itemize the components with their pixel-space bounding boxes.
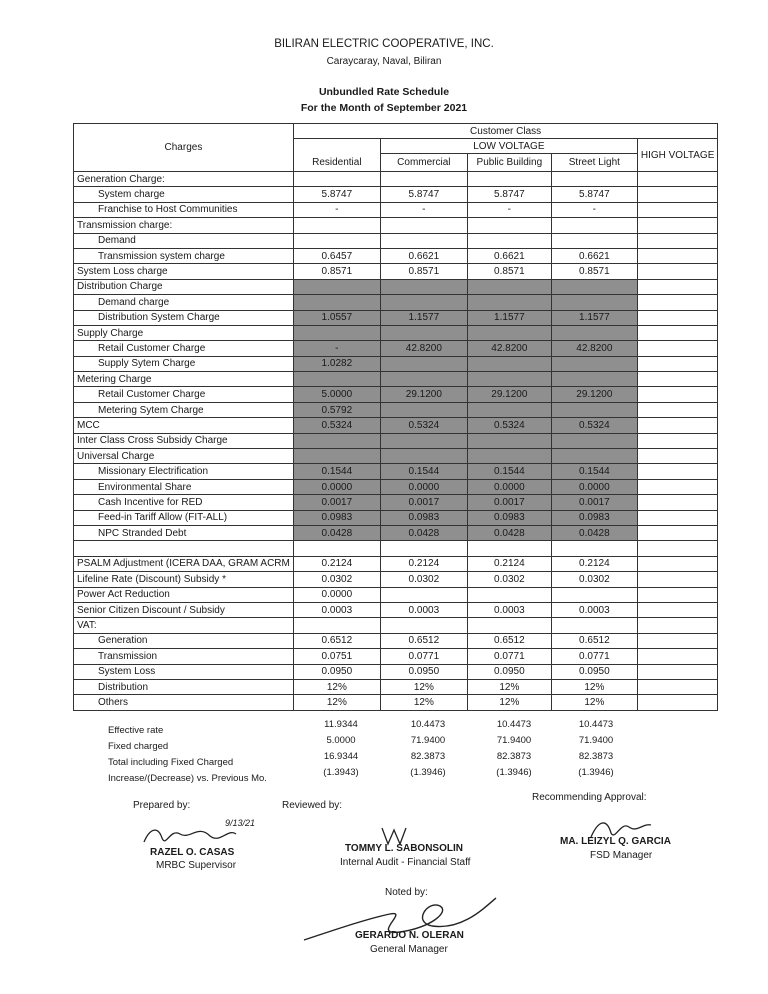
high-voltage-cell	[637, 202, 718, 217]
high-voltage-cell	[637, 556, 718, 571]
column-header-public-building: Public Building	[467, 154, 551, 172]
rate-value: 0.0003	[380, 602, 467, 617]
high-voltage-cell	[637, 372, 718, 387]
rate-value: 1.1577	[551, 310, 637, 325]
rate-value: 42.8200	[467, 341, 551, 356]
rate-value	[293, 541, 380, 556]
high-voltage-cell	[637, 495, 718, 510]
rate-value: 0.0000	[293, 587, 380, 602]
rate-value: -	[293, 341, 380, 356]
high-voltage-cell	[637, 325, 718, 340]
rate-value: 0.0000	[380, 479, 467, 494]
rate-value	[551, 372, 637, 387]
reviewed-by-label: Reviewed by:	[282, 800, 343, 811]
high-voltage-cell	[637, 633, 718, 648]
table-row	[74, 464, 718, 479]
charge-label: System Loss charge	[74, 264, 294, 279]
table-row	[74, 695, 718, 710]
rate-value	[551, 356, 637, 371]
rate-value: 12%	[551, 679, 637, 694]
charge-label: Feed-in Tariff Allow (FIT-ALL)	[74, 510, 294, 525]
charge-label: Generation	[74, 633, 294, 648]
rate-value: 0.0983	[467, 510, 551, 525]
rate-value: 29.1200	[551, 387, 637, 402]
high-voltage-cell	[637, 479, 718, 494]
high-voltage-cell	[637, 602, 718, 617]
rate-value: -	[467, 202, 551, 217]
rate-value	[551, 295, 637, 310]
customer-class-header: Customer Class	[293, 124, 718, 139]
rate-value: 0.0428	[380, 525, 467, 540]
rate-value	[467, 172, 551, 187]
rate-value: 0.0003	[467, 602, 551, 617]
table-row	[74, 279, 718, 294]
rate-value: 0.8571	[293, 264, 380, 279]
charge-label: Transmission charge:	[74, 218, 294, 233]
charge-label: Power Act Reduction	[74, 587, 294, 602]
rate-value: 12%	[467, 695, 551, 710]
table-row	[74, 341, 718, 356]
rate-value	[380, 541, 467, 556]
rate-value: 0.2124	[467, 556, 551, 571]
rate-value	[467, 356, 551, 371]
low-voltage-header: LOW VOLTAGE	[380, 139, 637, 154]
table-row	[74, 679, 718, 694]
high-voltage-cell	[637, 664, 718, 679]
charge-label: Distribution	[74, 679, 294, 694]
prepared-date: 9/13/21	[225, 818, 256, 828]
table-row	[74, 202, 718, 217]
rate-value	[380, 218, 467, 233]
rate-value: 0.0017	[293, 495, 380, 510]
rate-value: 12%	[380, 679, 467, 694]
rate-value: 0.5324	[380, 418, 467, 433]
rate-value: -	[293, 202, 380, 217]
rate-value: 0.0302	[293, 572, 380, 587]
high-voltage-cell	[637, 279, 718, 294]
charge-label: Supply Sytem Charge	[74, 356, 294, 371]
rate-value: 29.1200	[380, 387, 467, 402]
blank-header-cell	[293, 139, 380, 154]
rate-value: 42.8200	[551, 341, 637, 356]
rate-value: 5.8747	[467, 187, 551, 202]
noted-title: General Manager	[370, 944, 448, 955]
column-header-street-light: Street Light	[551, 154, 637, 172]
high-voltage-cell	[637, 618, 718, 633]
high-voltage-cell	[637, 679, 718, 694]
high-voltage-cell	[637, 187, 718, 202]
rate-value: 0.0017	[467, 495, 551, 510]
rate-value	[467, 449, 551, 464]
charge-label: Distribution System Charge	[74, 310, 294, 325]
rate-value: 5.0000	[293, 387, 380, 402]
rate-value: 0.6621	[467, 248, 551, 263]
summary-label: Fixed charged	[108, 741, 169, 752]
table-row	[74, 556, 718, 571]
table-row	[74, 602, 718, 617]
rate-value: 0.0000	[467, 479, 551, 494]
rate-value	[467, 233, 551, 248]
rate-value	[380, 325, 467, 340]
charge-label: Lifeline Rate (Discount) Subsidy *	[74, 572, 294, 587]
rate-value: 0.0771	[467, 649, 551, 664]
rate-value: 0.0950	[380, 664, 467, 679]
charge-label: Inter Class Cross Subsidy Charge	[74, 433, 294, 448]
table-row	[74, 325, 718, 340]
charge-label: Environmental Share	[74, 479, 294, 494]
summary-value: (1.3946)	[496, 767, 532, 778]
charge-label: System Loss	[74, 664, 294, 679]
table-row	[74, 449, 718, 464]
charge-label: Missionary Electrification	[74, 464, 294, 479]
table-row	[74, 495, 718, 510]
rate-value: -	[380, 202, 467, 217]
table-row	[74, 633, 718, 648]
summary-label: Total including Fixed Charged	[108, 757, 234, 768]
rate-value	[293, 618, 380, 633]
rate-value: 0.0751	[293, 649, 380, 664]
high-voltage-cell	[637, 587, 718, 602]
table-row	[74, 218, 718, 233]
summary-value: 82.3873	[410, 751, 446, 762]
rate-value: 0.6512	[380, 633, 467, 648]
high-voltage-cell	[637, 464, 718, 479]
table-row	[74, 433, 718, 448]
charge-label: Demand charge	[74, 295, 294, 310]
high-voltage-cell	[637, 525, 718, 540]
rate-value: 0.0983	[551, 510, 637, 525]
recommending-title: FSD Manager	[590, 850, 653, 861]
rate-value	[380, 279, 467, 294]
rate-value: 0.1544	[380, 464, 467, 479]
charge-label: Distribution Charge	[74, 279, 294, 294]
high-voltage-cell	[637, 510, 718, 525]
column-header-residential: Residential	[293, 154, 380, 172]
rate-value	[467, 372, 551, 387]
charge-label: VAT:	[74, 618, 294, 633]
high-voltage-cell	[637, 341, 718, 356]
high-voltage-header: HIGH VOLTAGE	[637, 139, 718, 172]
rate-value	[293, 372, 380, 387]
high-voltage-cell	[637, 295, 718, 310]
table-row	[74, 541, 718, 556]
charge-label: System charge	[74, 187, 294, 202]
charge-label: Metering Charge	[74, 372, 294, 387]
summary-value: (1.3946)	[578, 767, 614, 778]
document-month: For the Month of September 2021	[300, 102, 468, 114]
rate-value	[467, 433, 551, 448]
charge-label: Metering Sytem Charge	[74, 402, 294, 417]
rate-value	[467, 541, 551, 556]
table-row	[74, 233, 718, 248]
rate-value: 0.8571	[467, 264, 551, 279]
rate-value	[380, 172, 467, 187]
table-row	[74, 418, 718, 433]
rate-value: 0.0003	[551, 602, 637, 617]
charge-label: Transmission	[74, 649, 294, 664]
high-voltage-cell	[637, 248, 718, 263]
rate-value	[551, 325, 637, 340]
charge-label: Generation Charge:	[74, 172, 294, 187]
org-name: BILIRAN ELECTRIC COOPERATIVE, INC.	[274, 38, 494, 50]
charge-label: Senior Citizen Discount / Subsidy	[74, 602, 294, 617]
rate-value: 0.0302	[551, 572, 637, 587]
rate-value	[551, 449, 637, 464]
rate-value	[467, 218, 551, 233]
high-voltage-cell	[637, 541, 718, 556]
rate-value: -	[551, 202, 637, 217]
prepared-title: MRBC Supervisor	[156, 860, 237, 871]
rate-value	[551, 279, 637, 294]
rate-value	[551, 233, 637, 248]
summary-value: 11.9344	[324, 719, 358, 730]
high-voltage-cell	[637, 172, 718, 187]
rate-value: 0.0302	[380, 572, 467, 587]
table-row	[74, 587, 718, 602]
noted-by-label: Noted by:	[385, 887, 428, 898]
noted-name: GERARDO N. OLERAN	[355, 930, 464, 941]
rate-value: 0.5324	[551, 418, 637, 433]
charge-label: NPC Stranded Debt	[74, 525, 294, 540]
charge-label	[74, 541, 294, 556]
charges-header: Charges	[74, 124, 294, 172]
rate-value	[467, 325, 551, 340]
summary-value: 71.9400	[578, 735, 614, 746]
rate-value	[380, 372, 467, 387]
table-row	[74, 172, 718, 187]
summary-value: 71.9400	[410, 735, 446, 746]
rate-value: 12%	[380, 695, 467, 710]
recommending-approval-label: Recommending Approval:	[532, 792, 647, 803]
summary-label: Increase/(Decrease) vs. Previous Mo.	[108, 773, 267, 784]
rate-value	[551, 402, 637, 417]
table-row	[74, 402, 718, 417]
charge-label: Franchise to Host Communities	[74, 202, 294, 217]
rate-value: 0.8571	[551, 264, 637, 279]
rate-value	[551, 172, 637, 187]
rate-table-body	[74, 172, 718, 711]
high-voltage-cell	[637, 433, 718, 448]
rate-value: 5.8747	[551, 187, 637, 202]
rate-value: 0.0983	[380, 510, 467, 525]
table-row	[74, 372, 718, 387]
rate-value	[293, 295, 380, 310]
summary-value: 10.4473	[496, 719, 532, 730]
high-voltage-cell	[637, 310, 718, 325]
rate-value: 29.1200	[467, 387, 551, 402]
rate-value	[467, 402, 551, 417]
summary-value: 82.3873	[496, 751, 532, 762]
rate-schedule-table	[73, 123, 718, 711]
rate-value	[551, 618, 637, 633]
rate-value	[551, 218, 637, 233]
charge-label: Universal Charge	[74, 449, 294, 464]
rate-value: 0.1544	[467, 464, 551, 479]
rate-value	[380, 433, 467, 448]
rate-value: 0.1544	[551, 464, 637, 479]
charge-label: Cash Incentive for RED	[74, 495, 294, 510]
rate-value: 0.6512	[467, 633, 551, 648]
summary-value: 5.0000	[326, 735, 356, 746]
rate-value	[467, 295, 551, 310]
rate-value	[551, 433, 637, 448]
high-voltage-cell	[637, 418, 718, 433]
rate-value: 0.0000	[293, 479, 380, 494]
rate-value	[380, 402, 467, 417]
table-row	[74, 510, 718, 525]
rate-value: 0.6621	[551, 248, 637, 263]
rate-value: 0.0017	[380, 495, 467, 510]
rate-value: 42.8200	[380, 341, 467, 356]
rate-value: 0.0771	[380, 649, 467, 664]
rate-value: 0.5792	[293, 402, 380, 417]
reviewed-title: Internal Audit - Financial Staff	[340, 857, 471, 868]
rate-value	[380, 618, 467, 633]
rate-value	[380, 449, 467, 464]
rate-value	[551, 587, 637, 602]
rate-value	[467, 279, 551, 294]
rate-value: 1.0282	[293, 356, 380, 371]
rate-value	[380, 295, 467, 310]
charge-label: Supply Charge	[74, 325, 294, 340]
rate-value	[380, 356, 467, 371]
table-row	[74, 356, 718, 371]
rate-value: 0.0950	[551, 664, 637, 679]
summary-value: 10.4473	[578, 719, 614, 730]
noted-signature	[300, 892, 500, 950]
high-voltage-cell	[637, 572, 718, 587]
summary-value: (1.3943)	[323, 767, 359, 778]
rate-value	[293, 449, 380, 464]
rate-value: 0.0003	[293, 602, 380, 617]
rate-value	[293, 218, 380, 233]
table-row	[74, 187, 718, 202]
rate-value	[380, 233, 467, 248]
rate-value: 0.5324	[467, 418, 551, 433]
recommending-name: MA. LEIZYL Q. GARCIA	[560, 836, 671, 847]
high-voltage-cell	[637, 218, 718, 233]
table-row	[74, 310, 718, 325]
document-title: Unbundled Rate Schedule	[318, 86, 450, 98]
rate-value: 0.5324	[293, 418, 380, 433]
rate-value	[551, 541, 637, 556]
rate-value: 0.6512	[293, 633, 380, 648]
rate-value: 12%	[293, 679, 380, 694]
high-voltage-cell	[637, 233, 718, 248]
rate-value: 0.2124	[293, 556, 380, 571]
rate-value: 12%	[551, 695, 637, 710]
high-voltage-cell	[637, 449, 718, 464]
rate-value: 0.0428	[293, 525, 380, 540]
charge-label: Transmission system charge	[74, 248, 294, 263]
rate-value	[293, 279, 380, 294]
high-voltage-cell	[637, 356, 718, 371]
rate-value: 0.2124	[551, 556, 637, 571]
charge-label: MCC	[74, 418, 294, 433]
table-row	[74, 248, 718, 263]
rate-value: 0.0428	[467, 525, 551, 540]
prepared-name: RAZEL O. CASAS	[150, 847, 235, 858]
rate-value: 0.0950	[467, 664, 551, 679]
table-row	[74, 572, 718, 587]
rate-value: 0.0000	[551, 479, 637, 494]
table-row	[74, 618, 718, 633]
rate-value: 5.8747	[380, 187, 467, 202]
charge-label: Retail Customer Charge	[74, 341, 294, 356]
reviewed-name: TOMMY L. SABONSOLIN	[345, 843, 463, 854]
column-header-commercial: Commercial	[380, 154, 467, 172]
rate-value: 5.8747	[293, 187, 380, 202]
high-voltage-cell	[637, 264, 718, 279]
charge-label: PSALM Adjustment (ICERA DAA, GRAM ACRM	[74, 556, 294, 571]
rate-value	[467, 618, 551, 633]
rate-value: 0.1544	[293, 464, 380, 479]
rate-value	[293, 325, 380, 340]
rate-value	[293, 433, 380, 448]
high-voltage-cell	[637, 387, 718, 402]
table-row	[74, 264, 718, 279]
charge-label: Demand	[74, 233, 294, 248]
rate-value	[293, 233, 380, 248]
prepared-by-label: Prepared by:	[133, 800, 191, 811]
rate-value: 0.0302	[467, 572, 551, 587]
summary-value: (1.3946)	[410, 767, 446, 778]
rate-value: 0.0983	[293, 510, 380, 525]
rate-value: 1.0557	[293, 310, 380, 325]
high-voltage-cell	[637, 402, 718, 417]
rate-value	[380, 587, 467, 602]
table-row	[74, 295, 718, 310]
rate-value	[293, 172, 380, 187]
charge-label: Retail Customer Charge	[74, 387, 294, 402]
table-row	[74, 387, 718, 402]
rate-value: 1.1577	[380, 310, 467, 325]
rate-value: 0.0017	[551, 495, 637, 510]
org-address: Caraycaray, Naval, Biliran	[326, 56, 442, 67]
table-row	[74, 664, 718, 679]
summary-value: 82.3873	[578, 751, 614, 762]
charge-label: Others	[74, 695, 294, 710]
rate-value: 0.2124	[380, 556, 467, 571]
table-row	[74, 649, 718, 664]
table-row	[74, 525, 718, 540]
rate-value: 0.0771	[551, 649, 637, 664]
rate-value: 0.0428	[551, 525, 637, 540]
rate-value: 1.1577	[467, 310, 551, 325]
table-row	[74, 479, 718, 494]
summary-label: Effective rate	[108, 725, 164, 736]
summary-value: 10.4473	[410, 719, 446, 730]
summary-value: 71.9400	[496, 735, 532, 746]
summary-value: 16.9344	[323, 751, 359, 762]
rate-value: 0.6457	[293, 248, 380, 263]
high-voltage-cell	[637, 695, 718, 710]
rate-value: 0.8571	[380, 264, 467, 279]
rate-value: 0.6512	[551, 633, 637, 648]
rate-value: 12%	[467, 679, 551, 694]
rate-value: 0.0950	[293, 664, 380, 679]
rate-value: 12%	[293, 695, 380, 710]
rate-value	[467, 587, 551, 602]
rate-value: 0.6621	[380, 248, 467, 263]
high-voltage-cell	[637, 649, 718, 664]
